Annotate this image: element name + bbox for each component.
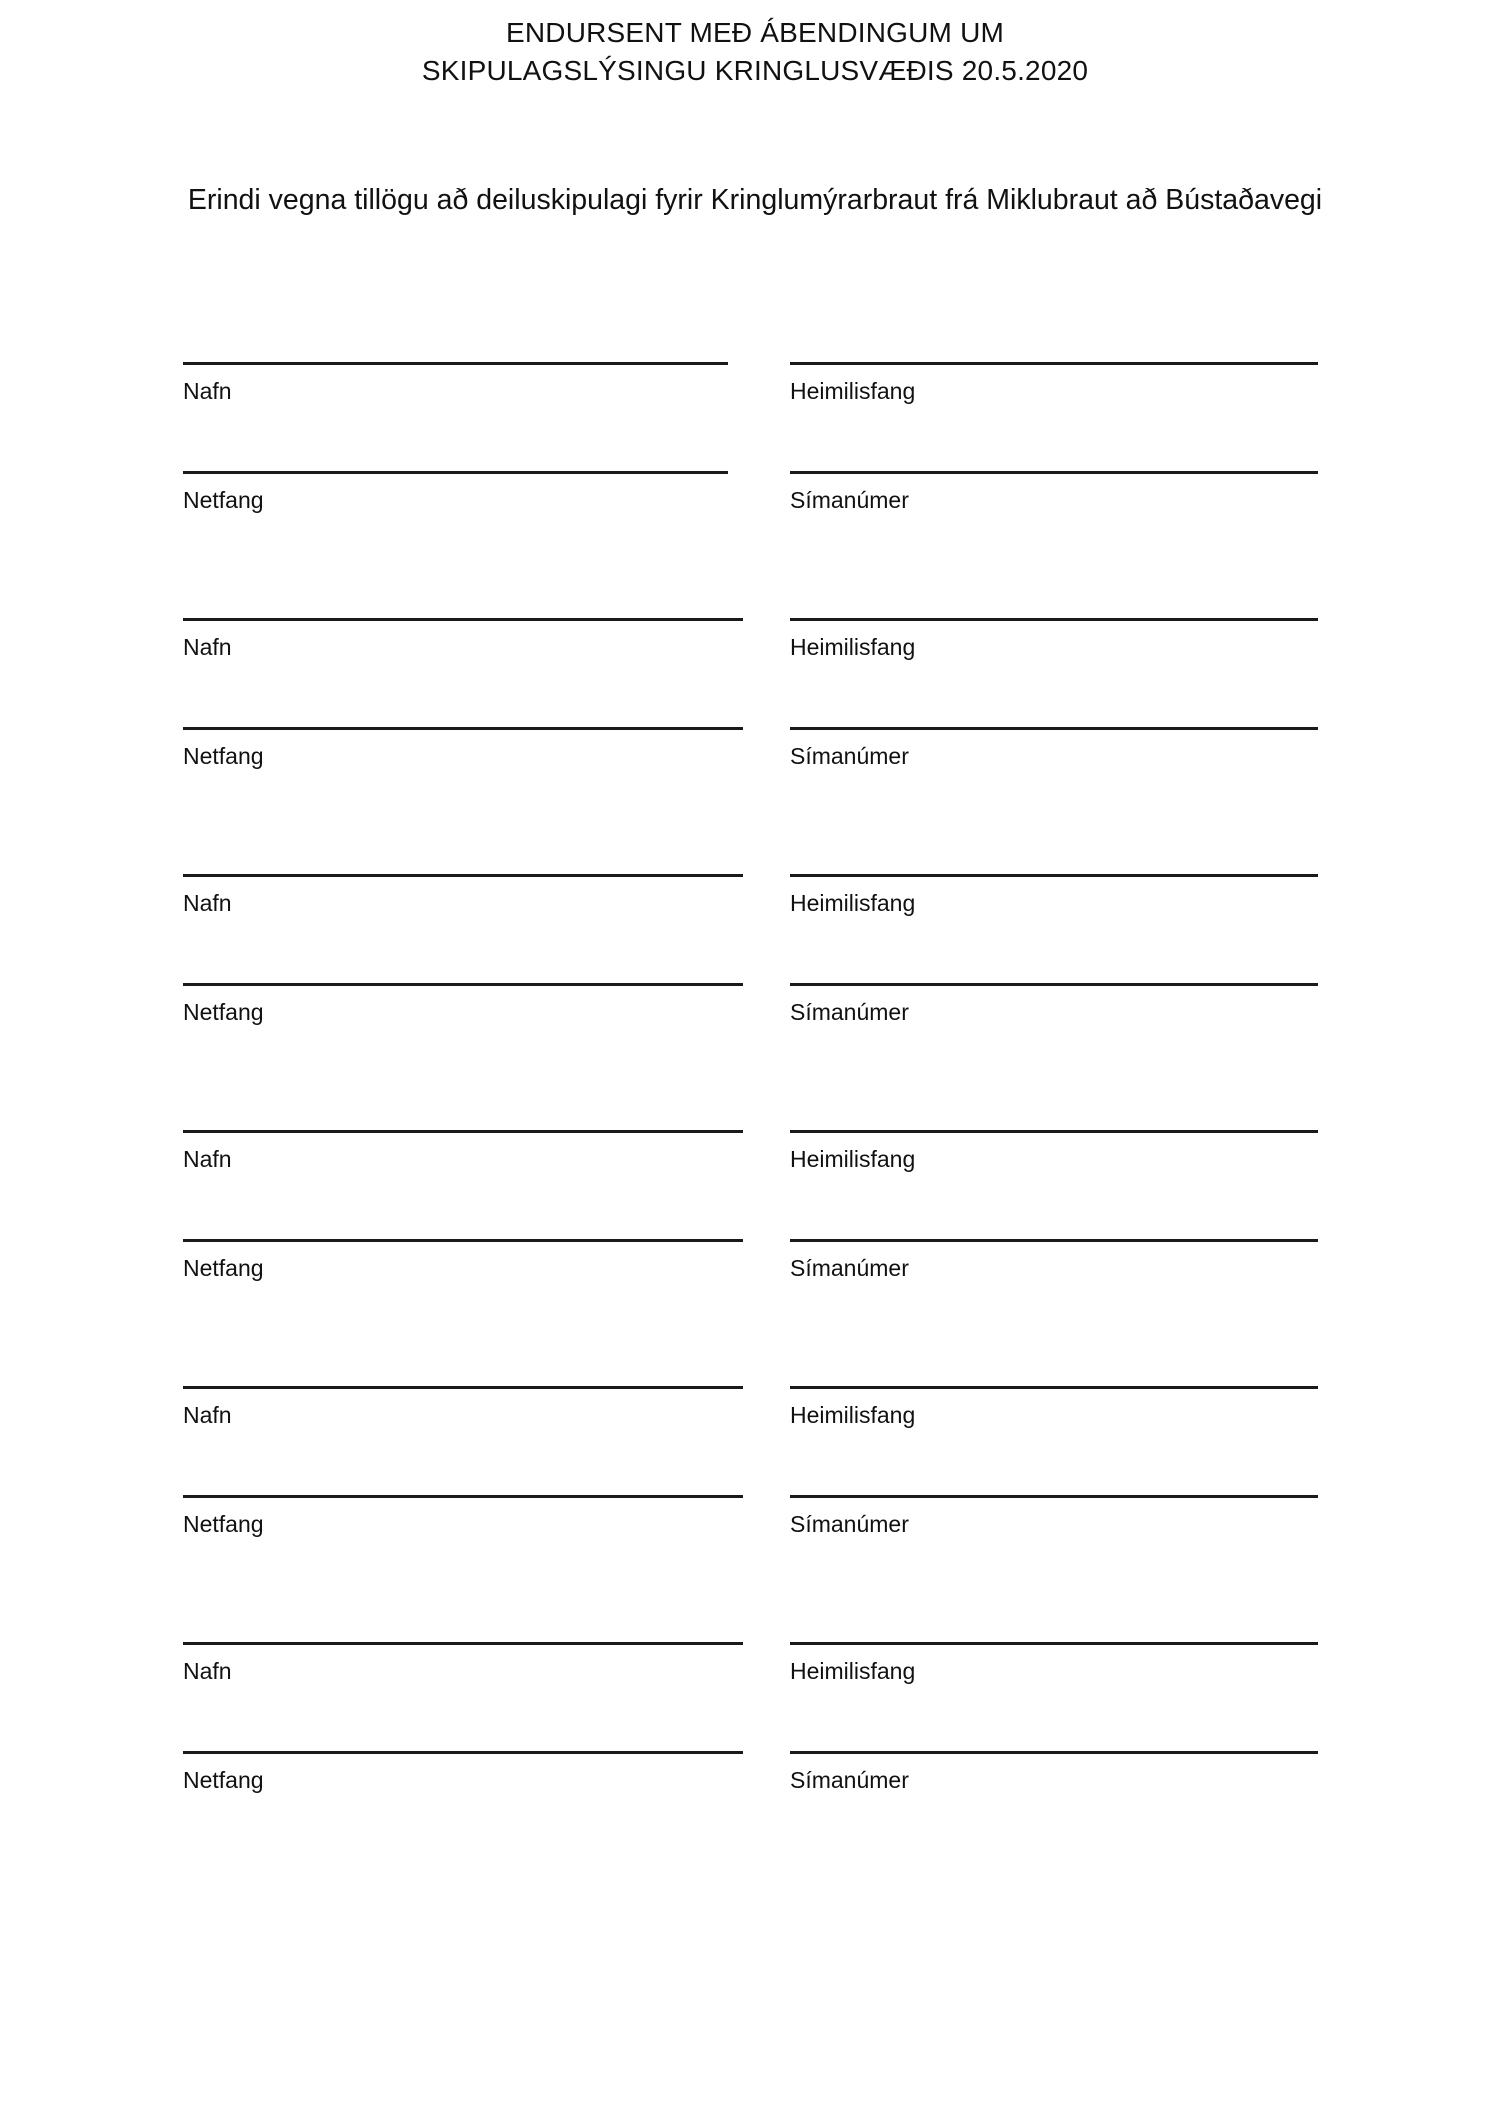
name-label: Nafn bbox=[183, 1146, 232, 1172]
email-label: Netfang bbox=[183, 487, 264, 513]
email-label: Netfang bbox=[183, 999, 264, 1025]
address-field-line[interactable] bbox=[790, 1642, 1318, 1645]
name-label: Nafn bbox=[183, 634, 232, 660]
phone-label: Símanúmer bbox=[790, 1511, 909, 1537]
email-label: Netfang bbox=[183, 743, 264, 769]
document-header bbox=[0, 14, 1500, 90]
header-line-1: ENDURSENT MEÐ ÁBENDINGUM UM bbox=[505, 17, 1005, 48]
address-field-line[interactable] bbox=[790, 1130, 1318, 1133]
phone-label: Símanúmer bbox=[790, 743, 909, 769]
header-line-2: SKIPULAGSLÝSINGU KRINGLUSVÆÐIS 20.5.2020 bbox=[421, 55, 1089, 86]
address-field-line[interactable] bbox=[790, 362, 1318, 365]
email-field-line[interactable] bbox=[183, 1239, 743, 1242]
phone-label: Símanúmer bbox=[790, 487, 909, 513]
phone-field-line[interactable] bbox=[790, 471, 1318, 474]
email-label: Netfang bbox=[183, 1511, 264, 1537]
address-field-line[interactable] bbox=[790, 1386, 1318, 1389]
address-label: Heimilisfang bbox=[790, 890, 916, 916]
name-label: Nafn bbox=[183, 378, 232, 404]
email-field-line[interactable] bbox=[183, 471, 728, 474]
address-label: Heimilisfang bbox=[790, 1146, 916, 1172]
email-field-line[interactable] bbox=[183, 1751, 743, 1754]
name-field-line[interactable] bbox=[183, 362, 728, 365]
name-field-line[interactable] bbox=[183, 1642, 743, 1645]
email-field-line[interactable] bbox=[183, 727, 743, 730]
name-field-line[interactable] bbox=[183, 618, 743, 621]
phone-field-line[interactable] bbox=[790, 1239, 1318, 1242]
phone-field-line[interactable] bbox=[790, 1751, 1318, 1754]
email-label: Netfang bbox=[183, 1255, 264, 1281]
document-subtitle: Erindi vegna tillögu að deiluskipulagi fyrir Kringlumýrarbraut frá Miklubraut að Bústaðavegi bbox=[187, 184, 1323, 216]
address-label: Heimilisfang bbox=[790, 634, 916, 660]
name-field-line[interactable] bbox=[183, 1386, 743, 1389]
email-field-line[interactable] bbox=[183, 1495, 743, 1498]
phone-field-line[interactable] bbox=[790, 727, 1318, 730]
phone-field-line[interactable] bbox=[790, 983, 1318, 986]
phone-label: Símanúmer bbox=[790, 1255, 909, 1281]
name-label: Nafn bbox=[183, 1658, 232, 1684]
address-label: Heimilisfang bbox=[790, 1658, 916, 1684]
name-label: Nafn bbox=[183, 1402, 232, 1428]
name-label: Nafn bbox=[183, 890, 232, 916]
address-label: Heimilisfang bbox=[790, 378, 916, 404]
email-field-line[interactable] bbox=[183, 983, 743, 986]
name-field-line[interactable] bbox=[183, 874, 743, 877]
address-field-line[interactable] bbox=[790, 618, 1318, 621]
name-field-line[interactable] bbox=[183, 1130, 743, 1133]
phone-label: Símanúmer bbox=[790, 999, 909, 1025]
address-field-line[interactable] bbox=[790, 874, 1318, 877]
email-label: Netfang bbox=[183, 1767, 264, 1793]
phone-label: Símanúmer bbox=[790, 1767, 909, 1793]
phone-field-line[interactable] bbox=[790, 1495, 1318, 1498]
address-label: Heimilisfang bbox=[790, 1402, 916, 1428]
